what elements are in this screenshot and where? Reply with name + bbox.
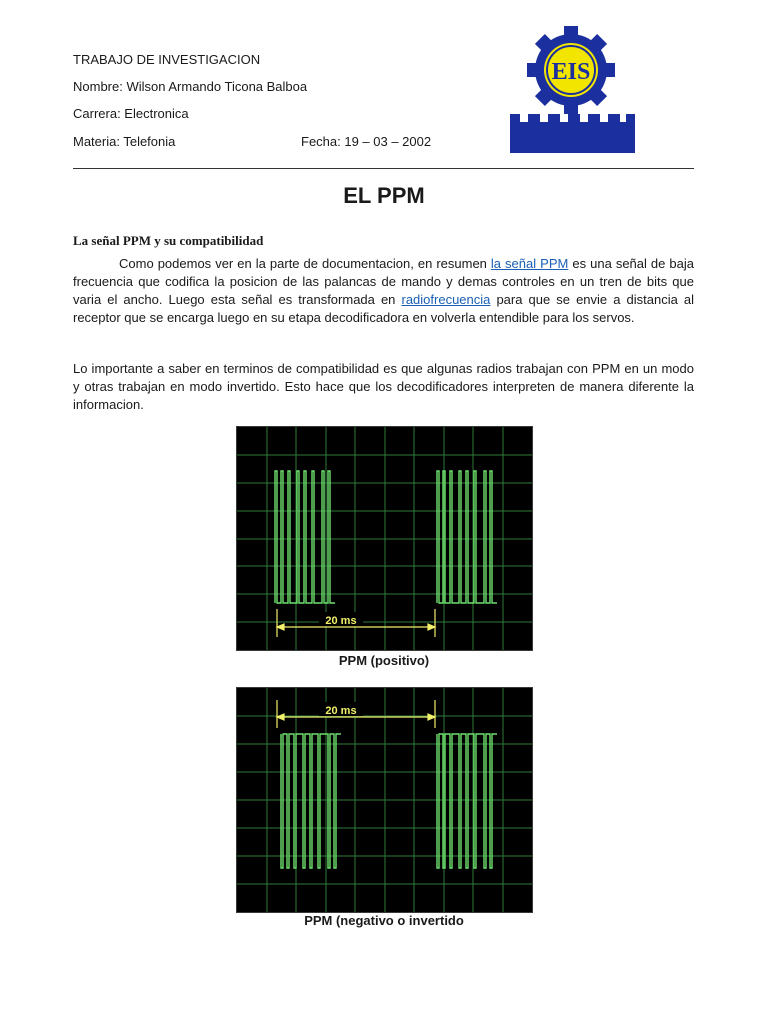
university-logo	[508, 22, 638, 154]
subject: Materia: Telefonia	[73, 134, 176, 149]
paragraph-2: Lo importante a saber en terminos de compatibilidad es que algunas radios trabajan con PPM en un modo y otras trabajan en modo invertido. Esto hace que los decodificadores interpreten de manera diferente la informacion.	[73, 361, 694, 412]
section-heading: La señal PPM y su compatibilidad	[73, 233, 264, 248]
header-divider	[73, 168, 694, 169]
career: Carrera: Electronica	[73, 106, 189, 121]
scope-figure-positive	[236, 426, 533, 651]
date: Fecha: 19 – 03 – 2002	[301, 134, 432, 149]
paragraph-1-text-a: Como podemos ver en la parte de documentacion, en resumen	[119, 256, 491, 271]
link-radiofrecuencia[interactable]: radiofrecuencia	[401, 292, 491, 307]
time-label-inverted: 20 ms	[325, 705, 357, 717]
time-label-positive: 20 ms	[325, 615, 357, 627]
paragraph-1	[73, 255, 694, 327]
logo-text: EIS	[551, 59, 591, 85]
caption-positive: PPM (positivo)	[338, 653, 430, 668]
paragraph-1-text-c: para que se envie a distancia al receptor que se encarga luego en su etapa decodificadora en volverla entendible para los servos.	[73, 292, 694, 325]
doc-type: TRABAJO DE INVESTIGACION	[73, 52, 261, 67]
paragraph-1-text-b: es una señal de baja frecuencia que codifica la posicion de las palancas de mando y demas controles en un tren de bits que varia el ancho. Luego esta señal es transformada en	[73, 256, 694, 307]
page-title: EL PPM	[343, 183, 425, 208]
caption-inverted: PPM (negativo o invertido	[304, 913, 464, 928]
link-senal-ppm[interactable]: la señal PPM	[490, 256, 569, 271]
author-name: Nombre: Wilson Armando Ticona Balboa	[73, 79, 308, 94]
scope-figure-inverted	[236, 687, 533, 913]
